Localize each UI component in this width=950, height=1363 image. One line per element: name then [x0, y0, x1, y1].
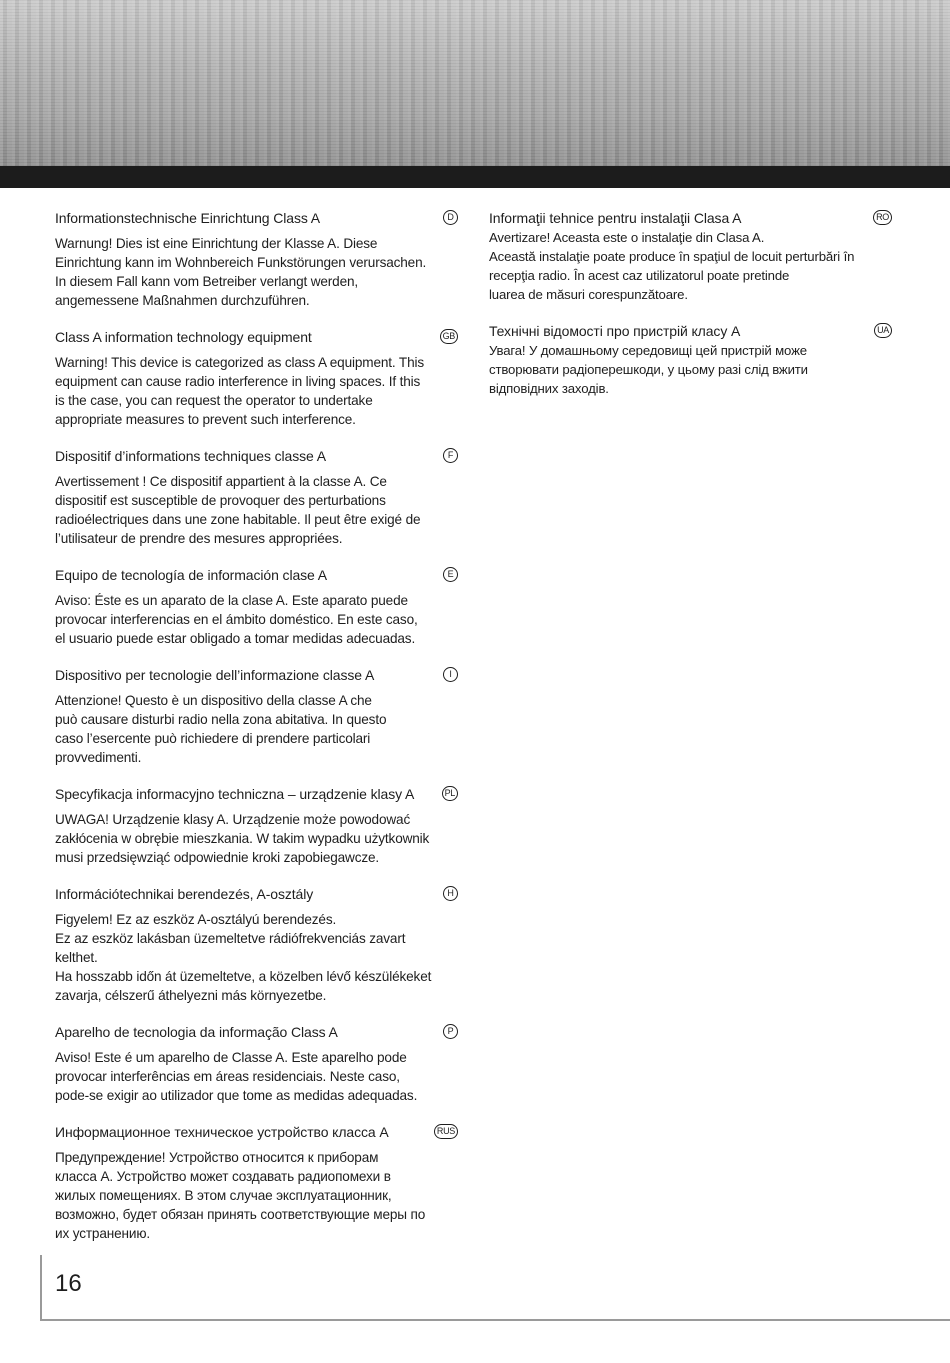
section-heading: [55, 1023, 460, 1042]
section-heading-text: Aparelho de tecnologia da informação Class A: [55, 1024, 338, 1040]
section-heading-text: Технічні відомості про пристрій класу A: [489, 323, 741, 339]
section-heading: [489, 322, 894, 341]
section-hu: [55, 885, 460, 1005]
section-heading-text: Specyfikacja informacyjno techniczna – urządzenie klasy A: [55, 786, 415, 802]
page-frame-bottom-line: [40, 1319, 950, 1321]
country-code-badge: F: [443, 448, 458, 463]
page-frame-left-line: [40, 1255, 42, 1321]
section-heading: [55, 1123, 460, 1142]
country-code-badge: RO: [873, 210, 892, 225]
section-heading: [55, 209, 460, 228]
section-heading: [55, 885, 460, 904]
section-body: Attenzione! Questo è un dispositivo della classe A che può causare disturbi radio nella zona abitativa. In questo caso l’esercente può richiedere di prendere particolari provvedimenti.: [55, 693, 387, 765]
section-body: Увага! У домашньому середовищі цей пристрій може створювати радіоперешкоди, у цьому разі слід вжити відповідних заходів.: [489, 343, 808, 396]
section-body: Aviso! Este é um aparelho de Classe A. Este aparelho pode provocar interferências em áreas residenciais. Neste caso, pode-se exigir ao utilizador que tome as medidas adequadas.: [55, 1050, 418, 1103]
section-heading-text: Informationstechnische Einrichtung Class A: [55, 210, 321, 226]
section-body: Avertissement ! Ce dispositif appartient à la classe A. Ce dispositif est susceptible de provoquer des perturbations radioélectriques dans une zone habitable. Il peut être exigé de l’utilisateur de prendre des mesures appropriées.: [55, 474, 421, 546]
section-ru: [55, 1123, 460, 1243]
section-es: [55, 566, 460, 648]
section-fr: [55, 447, 460, 548]
section-heading-text: Dispositivo per tecnologie dell’informazione classe A: [55, 667, 375, 683]
country-code-badge: H: [443, 886, 458, 901]
section-heading-text: Class A information technology equipment: [55, 329, 312, 345]
section-heading: [55, 785, 460, 804]
section-body: Avertizare! Aceasta este o instalaţie din Clasa A. Această instalaţie poate produce în spaţiul de locuit perturbări în recepţia radio. În acest caz utilizatorul poate pretinde luarea de măsuri corespunzătoare.: [489, 230, 855, 302]
country-code-badge: I: [443, 667, 458, 682]
section-gb: [55, 328, 460, 429]
section-it: [55, 666, 460, 767]
section-body: Warning! This device is categorized as class A equipment. This equipment can cause radio interference in living spaces. If this is the case, you can request the operator to undertake appropriate measures to prevent such interference.: [55, 355, 424, 427]
section-heading-text: Equipo de tecnología de información clase A: [55, 567, 327, 583]
section-heading-text: Информационное техническое устройство класса A: [55, 1124, 389, 1140]
section-de: [55, 209, 460, 310]
section-pl: [55, 785, 460, 867]
section-pt: [55, 1023, 460, 1105]
country-code-badge: RUS: [434, 1124, 458, 1139]
section-heading: [55, 447, 460, 466]
country-code-badge: E: [443, 567, 458, 582]
section-body: Warnung! Dies ist eine Einrichtung der Klasse A. Diese Einrichtung kann im Wohnbereich Funkstörungen verursachen. In diesem Fall kann vom Betreiber verlangt werden, angemessene Maßnahmen durchzuführen.: [55, 236, 427, 308]
section-heading-text: Információtechnikai berendezés, A-osztály: [55, 886, 314, 902]
page-number: 16: [55, 1270, 82, 1297]
section-heading-text: Dispositif d’informations techniques classe A: [55, 448, 326, 464]
header-dark-bar: [0, 166, 950, 188]
section-body: Figyelem! Ez az eszköz A-osztályú berendezés. Ez az eszköz lakásban üzemeltetve rádiófrekvenciás zavart kelthet. Ha hosszabb időn át üzemeltetve, a közelben lévő készülékeket zavarja, célszerű áthelyezni más környezetbe.: [55, 912, 432, 1003]
section-ro: [489, 209, 894, 304]
header-texture-banner: [0, 0, 950, 166]
section-heading: [55, 328, 460, 347]
section-heading: [55, 566, 460, 585]
country-code-badge: D: [443, 210, 458, 225]
country-code-badge: PL: [442, 786, 458, 801]
country-code-badge: GB: [440, 329, 458, 344]
country-code-badge: UA: [874, 323, 892, 338]
right-column: [489, 209, 894, 416]
section-body: Предупреждение! Устройство относится к приборам класса А. Устройство может создавать радиопомехи в жилых помещениях. В этом случае эксплуатационник, возможно, будет обязан принять соответствующие меры по их устранению.: [55, 1150, 426, 1241]
section-ua: [489, 322, 894, 398]
section-heading: [55, 666, 460, 685]
country-code-badge: P: [443, 1024, 458, 1039]
section-body: Aviso: Éste es un aparato de la clase A. Este aparato puede provocar interferencias en el ámbito doméstico. En este caso, el usuario puede estar obligado a tomar medidas adecuadas.: [55, 593, 418, 646]
section-heading-text: Informaţii tehnice pentru instalaţii Clasa A: [489, 210, 742, 226]
section-heading: [489, 209, 894, 228]
left-column: [55, 209, 460, 1261]
section-body: UWAGA! Urządzenie klasy A. Urządzenie może powodować zakłócenia w obrębie mieszkania. W takim wypadku użytkownik musi przedsięwziąć odpowiednie kroki zapobiegawcze.: [55, 812, 430, 865]
